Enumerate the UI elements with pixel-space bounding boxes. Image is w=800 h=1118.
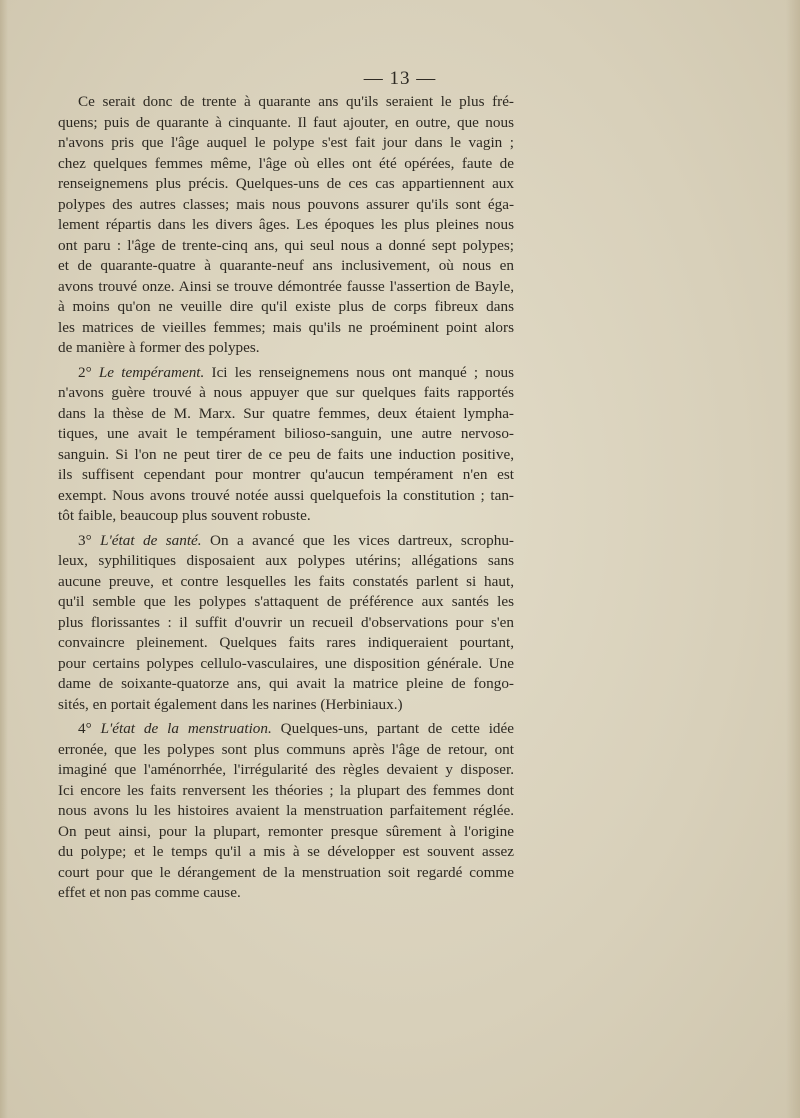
- text-line: tôt faible, beaucoup plus souvent robuste.: [58, 507, 311, 524]
- section-title: Le tempérament.: [98, 363, 205, 381]
- text-line: et de quarante-quatre à quarante-neuf ans inclusivement, où nous en: [58, 257, 514, 274]
- text-line: [58, 531, 514, 552]
- text-line: du polype; et le temps qu'il a mis à se développer est souvent assez: [58, 843, 514, 860]
- line-text: On a avancé que les vices dartreux, scrophu-: [201, 531, 514, 549]
- line-text: Ici les renseignemens nous ont manqué ; nous: [204, 363, 515, 381]
- text-line: avons trouvé onze. Ainsi se trouve démontrée fausse l'assertion de Bayle,: [58, 277, 514, 295]
- page-edge-shadow-right: [786, 0, 800, 1118]
- text-line: qu'il semble que les polypes s'attaquent de préférence aux santés les: [58, 593, 514, 610]
- text-line: lement répartis dans les divers âges. Les époques les plus pleines nous: [58, 216, 514, 233]
- text-line: effet et non pas comme cause.: [58, 884, 241, 901]
- text-line: imaginé que l'aménorrhée, l'irrégularité des règles devaient y disposer.: [58, 761, 514, 778]
- text-line: plus florissantes : il suffit d'ouvrir un recueil d'observations pour s'en: [58, 613, 514, 631]
- text-line: nous avons lu les histoires avaient la menstruation parfaitement réglée.: [58, 802, 514, 819]
- paragraph: [58, 363, 514, 527]
- section-number-visible: 2°: [78, 363, 99, 381]
- text-line: à moins qu'on ne veuille dire qu'il existe plus de corps fibreux dans: [58, 298, 514, 315]
- text-line: n'avons guère trouvé à nous appuyer que sur quelques faits rapportés: [58, 384, 514, 401]
- text-line: dans la thèse de M. Marx. Sur quatre femmes, deux étaient lympha-: [58, 404, 514, 422]
- text-line: n'avons pris que l'âge auquel le polype s'est fait jour dans le vagin ;: [58, 134, 514, 151]
- section-number-visible: 4°: [78, 720, 101, 737]
- text-line: court pour que le dérangement de la menstruation soit regardé comme: [58, 863, 514, 881]
- text-line: tiques, une avait le tempérament bilioso-sanguin, une autre nervoso-: [58, 425, 514, 442]
- text-line: sités, en portait également dans les narines (Herbiniaux.): [58, 695, 403, 713]
- section-number-visible: 3°: [78, 531, 101, 549]
- section-title: L'état de la menstruation.: [100, 720, 272, 737]
- page-edge-shadow-left: [0, 0, 8, 1118]
- text-line: ont paru : l'âge de trente-cinq ans, qui seul nous a donné sept polypes;: [58, 236, 514, 254]
- text-line: quens; puis de quarante à cinquante. Il faut ajouter, en outre, que nous: [58, 113, 514, 131]
- text-line: pour certains polypes cellulo-vasculaires, une disposition générale. Une: [58, 654, 514, 672]
- text-line: erronée, que les polypes sont plus communs après l'âge de retour, ont: [58, 740, 514, 758]
- text-line: de manière à former des polypes.: [58, 339, 260, 356]
- page-number: — 13 —: [363, 68, 437, 89]
- paragraph: [58, 531, 514, 716]
- text-line: aucune preuve, et contre lesquelles les faits constatés parlent si haut,: [58, 572, 514, 590]
- text-line: les matrices de vieilles femmes; mais qu'ils ne proéminent point alors: [58, 318, 514, 336]
- text-line: ils suffisent cependant pour montrer qu'aucun tempérament n'en est: [58, 466, 514, 483]
- text-line: On peut ainsi, pour la plupart, remonter presque sûrement à l'origine: [58, 822, 514, 840]
- text-line: renseignemens plus précis. Quelques-uns de ces cas appartiennent aux: [58, 175, 514, 192]
- paragraph: [58, 719, 514, 904]
- text-line: polypes des autres classes; mais nous pouvons assurer qu'ils sont éga-: [58, 195, 514, 213]
- text-line: [58, 719, 514, 740]
- text-line: Ici encore les faits renversent les théories ; la plupart des femmes dont: [58, 781, 514, 799]
- text-line: sanguin. Si l'on ne peut tirer de ce peu de faits une induction positive,: [58, 445, 514, 463]
- text-line: leux, syphilitiques disposaient aux polypes utérins; allégations sans: [58, 552, 514, 569]
- text-line: chez quelques femmes même, l'âge où elles ont été opérées, faute de: [58, 154, 514, 172]
- text-line: convaincre pleinement. Quelques faits rares indiqueraient pourtant,: [58, 634, 514, 651]
- text-line: exempt. Nous avons trouvé notée aussi quelquefois la constitution ; tan-: [58, 486, 514, 504]
- paragraph: [58, 92, 514, 359]
- text-line: dame de soixante-quatorze ans, qui avait la matrice pleine de fongo-: [58, 675, 514, 692]
- body-text: [58, 92, 514, 904]
- text-line: [58, 363, 514, 384]
- line-text: Quelques-uns, partant de cette idée: [271, 720, 514, 737]
- text-line: Ce serait donc de trente à quarante ans qu'ils seraient le plus fré-: [78, 93, 514, 110]
- section-title: L'état de santé.: [100, 531, 202, 549]
